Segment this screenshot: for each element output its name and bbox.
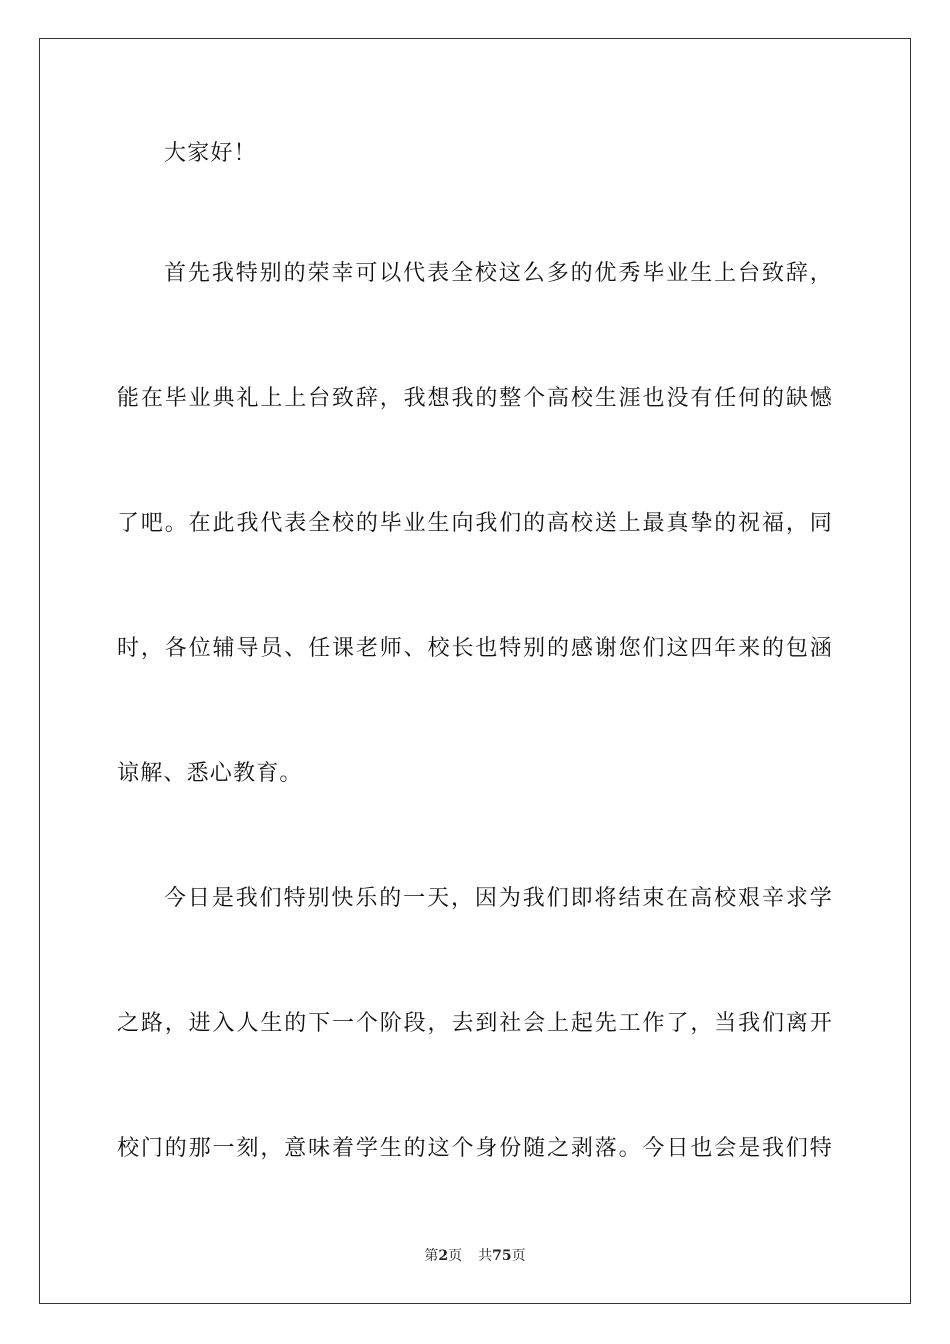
total-suffix: 页 xyxy=(511,1248,526,1264)
body-line-7: 之路，进入人生的下一个阶段，去到社会上起先工作了，当我们离开 xyxy=(117,1011,833,1036)
body-line-6: 今日是我们特别快乐的一天，因为我们即将结束在高校艰辛求学 xyxy=(164,886,833,911)
body-line-3: 了吧。在此我代表全校的毕业生向我们的高校送上最真挚的祝福，同 xyxy=(117,511,833,536)
body-line-5: 谅解、悉心教育。 xyxy=(117,761,303,786)
page-suffix: 页 xyxy=(448,1248,463,1264)
body-line-2: 能在毕业典礼上上台致辞，我想我的整个高校生涯也没有任何的缺憾 xyxy=(117,386,833,411)
body-line-1: 首先我特别的荣幸可以代表全校这么多的优秀毕业生上台致辞， xyxy=(164,261,833,286)
page-border xyxy=(39,38,911,1304)
page-prefix: 第 xyxy=(424,1248,439,1264)
body-line-8: 校门的那一刻，意味着学生的这个身份随之剥落。今日也会是我们特 xyxy=(117,1136,833,1161)
page-total-number: 75 xyxy=(492,1248,512,1264)
total-prefix: 共 xyxy=(478,1248,493,1264)
page-footer xyxy=(0,1246,950,1266)
body-line-4: 时，各位辅导员、任课老师、校长也特别的感谢您们这四年来的包涵 xyxy=(117,636,833,661)
greeting-line: 大家好！ xyxy=(164,141,257,166)
page-current-number: 2 xyxy=(438,1248,449,1264)
